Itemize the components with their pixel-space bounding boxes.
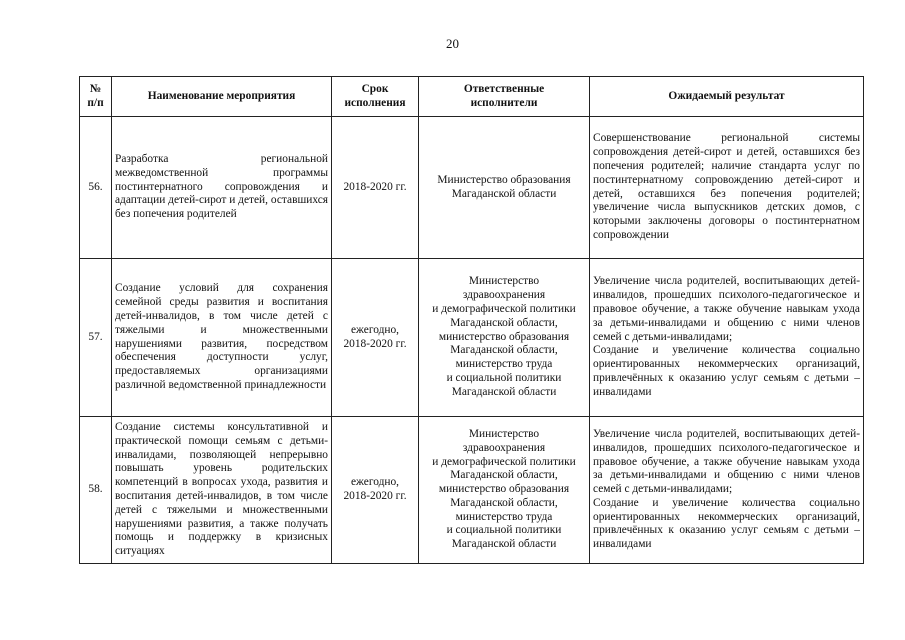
expected-result: Совершенствование региональной системы сопровождения детей-сирот и детей, оставшихся без попечения родителей; наличие стандарта услуг по постинтернатному сопровождению детей-сирот и детей, оставшихся без попечения родителей; увеличение числа выпускников детских домов, с которыми заключены договоры о постинтернатном сопровождении — [590, 117, 864, 259]
table-row — [80, 259, 864, 417]
action-plan-table — [79, 76, 864, 564]
activity-name: Создание системы консультативной и практической помощи семьям с детьми-инвалидами, позволяющей непрерывно повышать уровень родительских компетенций в вопросах ухода, развития и воспитания детей-инвалидов, в том числе детей с тяжелыми и множественными нарушениями развития, а также получать помощь и поддержку в кризисных ситуациях — [112, 417, 332, 564]
header-num: № п/п — [80, 77, 112, 117]
deadline: ежегодно, 2018-2020 гг. — [332, 259, 419, 417]
row-number: 56. — [80, 117, 112, 259]
header-name: Наименование мероприятия — [112, 77, 332, 117]
table-header-row — [80, 77, 864, 117]
header-term: Срок исполнения — [332, 77, 419, 117]
row-number: 57. — [80, 259, 112, 417]
header-executors: Ответственные исполнители — [419, 77, 590, 117]
deadline: 2018-2020 гг. — [332, 117, 419, 259]
responsible-executors: Министерство образования Магаданской области — [419, 117, 590, 259]
activity-name: Создание условий для сохранения семейной среды развития и воспитания детей-инвалидов, в том числе детей с тяжелыми и множественными нарушениями развития, посредством обеспечения доступности услуг, предоставляемых организациями различной ведомственной принадлежности — [112, 259, 332, 417]
header-result: Ожидаемый результат — [590, 77, 864, 117]
expected-result: Увеличение числа родителей, воспитывающих детей-инвалидов, прошедших психолого-педагогическое и правовое обучение, а также обучение навыкам ухода за детьми-инвалидами и общению с ними членов семей с детьми-инвалидами; Создание и увеличение количества социально ориентированных некоммерческих организаций, привлечённых к оказанию услуг семьям с детьми – инвалидами — [590, 259, 864, 417]
table-row — [80, 417, 864, 564]
deadline: ежегодно, 2018-2020 гг. — [332, 417, 419, 564]
expected-result: Увеличение числа родителей, воспитывающих детей-инвалидов, прошедших психолого-педагогическое и правовое обучение, а также обучение навыкам ухода за детьми-инвалидами и общению с ними членов семей с детьми-инвалидами; Создание и увеличение количества социально ориентированных некоммерческих организаций, привлечённых к оказанию услуг семьям с детьми – инвалидами — [590, 417, 864, 564]
responsible-executors: Министерство здравоохранения и демографической политики Магаданской области, министерство образования Магаданской области, министерство труда и социальной политики Магаданской области — [419, 259, 590, 417]
row-number: 58. — [80, 417, 112, 564]
activity-name: Разработка региональной межведомственной программы постинтернатного сопровождения и адаптации детей-сирот и детей, оставшихся без попечения родителей — [112, 117, 332, 259]
page-number: 20 — [446, 36, 459, 51]
table-row — [80, 117, 864, 259]
responsible-executors: Министерство здравоохранения и демографической политики Магаданской области, министерство образования Магаданской области, министерство труда и социальной политики Магаданской области — [419, 417, 590, 564]
